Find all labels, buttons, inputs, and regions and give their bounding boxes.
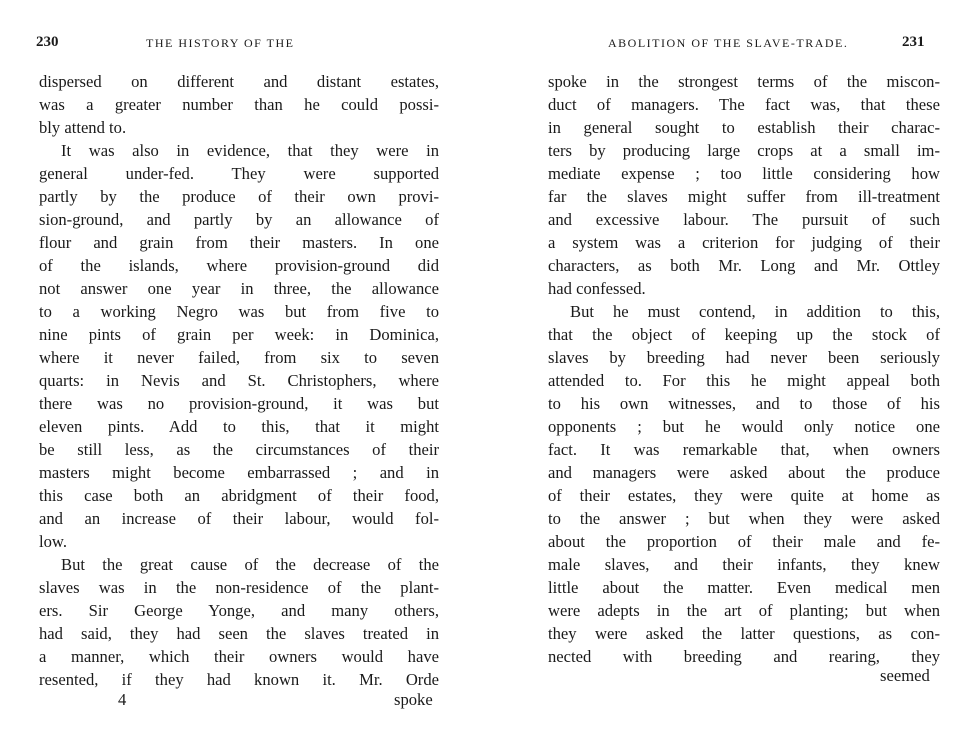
text-line: and managers were asked about the produce <box>548 463 940 482</box>
text-line: fact. It was remarkable that, when owners <box>548 440 940 459</box>
right-page-number: 231 <box>902 34 925 50</box>
text-line: bly attend to. <box>39 118 127 137</box>
right-body-text <box>548 70 940 668</box>
signature-mark: 4 <box>118 690 127 709</box>
text-line: ers. Sir George Yonge, and many others, <box>39 601 439 620</box>
text-line: and an increase of their labour, would fol- <box>39 509 439 528</box>
text-line: to the answer ; but when they were asked <box>548 509 940 528</box>
text-line: characters, as both Mr. Long and Mr. Ottley <box>548 256 940 275</box>
text-line: spoke in the strongest terms of the miscon- <box>548 72 940 91</box>
text-line: It was also in evidence, that they were in <box>61 141 439 160</box>
text-line: mediate expense ; too little considering how <box>548 164 940 183</box>
right-page <box>490 0 980 751</box>
text-line: nine pints of grain per week: in Dominica, <box>39 325 439 344</box>
text-line: nected with breeding and rearing, they <box>548 647 940 666</box>
text-line: flour and grain from their masters. In one <box>39 233 439 252</box>
text-line: a system was a criterion for judging of their <box>548 233 940 252</box>
text-line: low. <box>39 532 67 551</box>
text-line: and excessive labour. The pursuit of such <box>548 210 940 229</box>
text-line: a manner, which their owners would have <box>39 647 439 666</box>
text-line: to his own witnesses, and to those of his <box>548 394 940 413</box>
text-line: general under-fed. They were supported <box>39 164 439 183</box>
text-line: of their estates, they were quite at home as <box>548 486 940 505</box>
text-line: was a greater number than he could possi- <box>39 95 439 114</box>
text-line: quarts: in Nevis and St. Christophers, where <box>39 371 439 390</box>
left-running-title: THE HISTORY OF THE <box>146 36 295 50</box>
text-line: sion-ground, and partly by an allowance of <box>39 210 439 229</box>
text-line: in general sought to establish their charac- <box>548 118 940 137</box>
left-running-head <box>0 36 490 56</box>
text-line: But the great cause of the decrease of the <box>61 555 439 574</box>
text-line: had said, they had seen the slaves treated in <box>39 624 439 643</box>
text-line: this case both an abridgment of their food, <box>39 486 439 505</box>
text-line: had confessed. <box>548 279 646 298</box>
right-running-head <box>490 36 980 56</box>
text-line: duct of managers. The fact was, that these <box>548 95 940 114</box>
text-line: were adepts in the art of planting; but when <box>548 601 940 620</box>
text-line: be still less, as the circumstances of their <box>39 440 439 459</box>
text-line: slaves was in the non-residence of the plant- <box>39 578 439 597</box>
text-line: about the proportion of their male and fe- <box>548 532 940 551</box>
text-line: where it never failed, from six to seven <box>39 348 439 367</box>
text-line: to a working Negro was but from five to <box>39 302 439 321</box>
right-catchword: seemed <box>880 666 930 685</box>
text-line: slaves by breeding had never been seriously <box>548 348 940 367</box>
text-line: eleven pints. Add to this, that it might <box>39 417 439 436</box>
left-body-text <box>39 70 439 691</box>
text-line: attended to. For this he might appeal both <box>548 371 940 390</box>
left-catchword: spoke <box>394 690 433 709</box>
text-line: masters might become embarrassed ; and in <box>39 463 439 482</box>
text-line: there was no provision-ground, it was but <box>39 394 439 413</box>
text-line: not answer one year in three, the allowance <box>39 279 439 298</box>
text-line: of the islands, where provision-ground did <box>39 256 439 275</box>
text-line: resented, if they had known it. Mr. Orde <box>39 670 439 689</box>
text-line: But he must contend, in addition to this, <box>570 302 940 321</box>
text-line: little about the matter. Even medical men <box>548 578 940 597</box>
text-line: far the slaves might suffer from ill-treatment <box>548 187 940 206</box>
text-line: dispersed on different and distant estates, <box>39 72 439 91</box>
text-line: male slaves, and their infants, they knew <box>548 555 940 574</box>
left-page-number: 230 <box>36 34 59 50</box>
text-line: partly by the produce of their own provi- <box>39 187 439 206</box>
text-line: ters by producing large crops at a small im- <box>548 141 940 160</box>
text-line: they were asked the latter questions, as con- <box>548 624 940 643</box>
right-running-title: ABOLITION OF THE SLAVE-TRADE. <box>608 36 849 50</box>
text-line: opponents ; but he would only notice one <box>548 417 940 436</box>
text-line: that the object of keeping up the stock of <box>548 325 940 344</box>
